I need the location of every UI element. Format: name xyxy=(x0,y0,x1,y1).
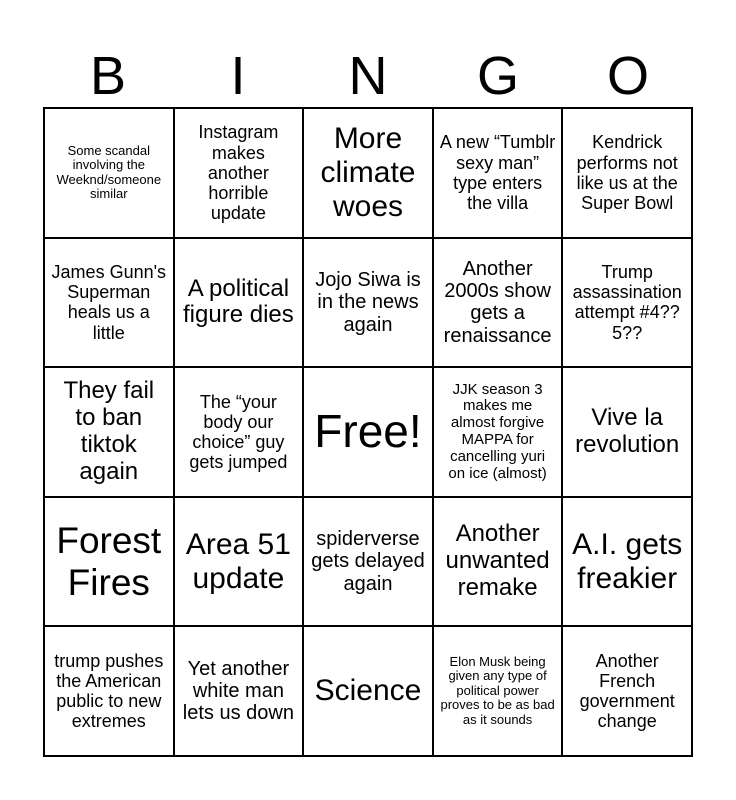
header-letter-n: N xyxy=(348,46,388,106)
bingo-cell: Some scandal involving the Weeknd/someone similar xyxy=(44,108,174,238)
bingo-cell: JJK season 3 makes me almost forgive MAPPA for cancelling yuri on ice (almost) xyxy=(433,367,563,497)
bingo-cell: Jojo Siwa is in the news again xyxy=(303,238,433,368)
header-letter-i: I xyxy=(230,46,246,106)
bingo-cell: Science xyxy=(303,626,433,756)
bingo-cell: They fail to ban tiktok again xyxy=(44,367,174,497)
header-letter-b: B xyxy=(89,46,127,106)
bingo-header xyxy=(43,48,693,104)
bingo-cell: Kendrick performs not like us at the Super Bowl xyxy=(562,108,692,238)
bingo-cell: The “your body our choice” guy gets jumped xyxy=(174,367,304,497)
bingo-cell: Instagram makes another horrible update xyxy=(174,108,304,238)
bingo-cell: More climate woes xyxy=(303,108,433,238)
bingo-cell: Another French government change xyxy=(562,626,692,756)
bingo-cell: spiderverse gets delayed again xyxy=(303,497,433,627)
header-letter-g: G xyxy=(476,46,519,106)
bingo-free-cell: Free! xyxy=(303,367,433,497)
bingo-board xyxy=(43,107,693,757)
bingo-cell: Trump assassination attempt #4?? 5?? xyxy=(562,238,692,368)
bingo-cell: A.I. gets freakier xyxy=(562,497,692,627)
bingo-cell: A political figure dies xyxy=(174,238,304,368)
bingo-cell: trump pushes the American public to new extremes xyxy=(44,626,174,756)
bingo-cell: Forest Fires xyxy=(44,497,174,627)
bingo-cell: Vive la revolution xyxy=(562,367,692,497)
bingo-cell: James Gunn's Superman heals us a little xyxy=(44,238,174,368)
bingo-cell: A new “Tumblr sexy man” type enters the villa xyxy=(433,108,563,238)
bingo-cell: Another unwanted remake xyxy=(433,497,563,627)
bingo-cell: Area 51 update xyxy=(174,497,304,627)
header-letter-o: O xyxy=(606,46,649,106)
bingo-cell: Elon Musk being given any type of political power proves to be as bad as it sounds xyxy=(433,626,563,756)
bingo-cell: Another 2000s show gets a renaissance xyxy=(433,238,563,368)
bingo-cell: Yet another white man lets us down xyxy=(174,626,304,756)
